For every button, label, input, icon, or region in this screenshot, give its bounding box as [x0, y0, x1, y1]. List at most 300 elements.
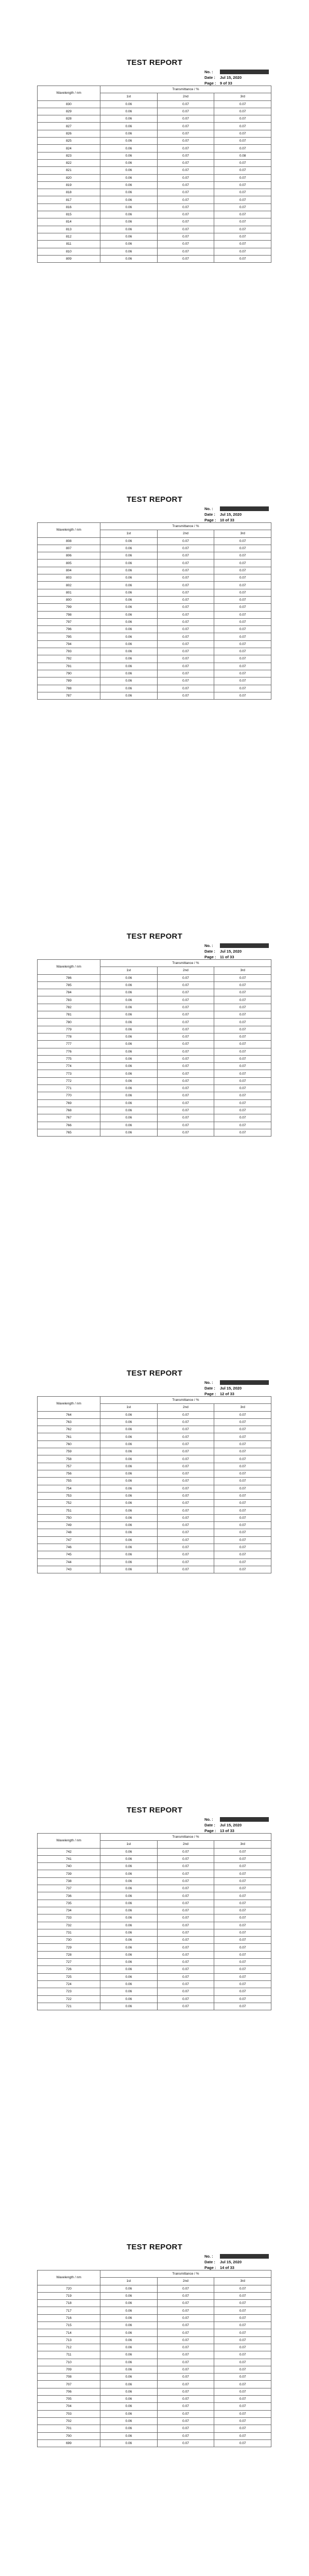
transmittance-cell: 0.07 [157, 1433, 214, 1440]
no-label: No. : [204, 1380, 213, 1385]
transmittance-cell: 0.06 [100, 648, 158, 655]
transmittance-cell: 0.06 [100, 685, 158, 692]
wavelength-cell: 734 [38, 1907, 100, 1914]
transmittance-cell: 0.07 [214, 167, 271, 174]
transmittance-cell: 0.07 [157, 611, 214, 618]
transmittance-cell: 0.07 [214, 2439, 271, 2447]
transmittance-cell: 0.06 [100, 618, 158, 625]
transmittance-cell: 0.07 [157, 1914, 214, 1922]
transmittance-cell: 0.07 [157, 2351, 214, 2359]
wavelength-cell: 699 [38, 2439, 100, 2447]
table-row [38, 174, 271, 181]
transmittance-cell: 0.07 [214, 1514, 271, 1521]
transmittance-cell: 0.07 [157, 1995, 214, 2003]
transmittance-cell: 0.07 [214, 685, 271, 692]
table-row [38, 670, 271, 677]
transmittance-cell: 0.06 [100, 2300, 158, 2307]
date-value: Jul 15, 2020 [220, 949, 242, 954]
transmittance-cell: 0.07 [214, 1114, 271, 1122]
table-row [38, 1973, 271, 1980]
wavelength-cell: 793 [38, 648, 100, 655]
transmittance-cell: 0.06 [100, 174, 158, 181]
measurement-column-header: 3rd [214, 967, 271, 974]
table-row [38, 211, 271, 218]
wavelength-header: Wavelength / nm [38, 1834, 100, 1849]
transmittance-cell: 0.07 [157, 655, 214, 663]
transmittance-cell: 0.07 [157, 1063, 214, 1070]
table-header-row [38, 1397, 271, 1404]
wavelength-cell: 712 [38, 2344, 100, 2351]
table-row [38, 582, 271, 589]
table-row [38, 2410, 271, 2417]
date-value: Jul 15, 2020 [220, 1823, 242, 1827]
table-row [38, 1522, 271, 1529]
transmittance-cell: 0.07 [157, 1448, 214, 1455]
redacted-report-number [220, 1380, 269, 1385]
transmittance-cell: 0.07 [214, 1929, 271, 1936]
table-row [38, 1004, 271, 1011]
wavelength-header: Wavelength / nm [38, 960, 100, 975]
wavelength-cell: 818 [38, 189, 100, 196]
wavelength-cell: 814 [38, 218, 100, 226]
transmittance-cell: 0.06 [100, 1033, 158, 1040]
transmittance-cell: 0.06 [100, 989, 158, 996]
table-row [38, 1529, 271, 1536]
transmittance-cell: 0.07 [214, 1492, 271, 1499]
transmittance-cell: 0.07 [157, 2381, 214, 2388]
transmittance-header: Transmittance / % [100, 1834, 271, 1841]
measurement-column-header: 2nd [157, 967, 214, 974]
table-row [38, 1478, 271, 1485]
transmittance-cell: 0.07 [157, 167, 214, 174]
wavelength-cell: 747 [38, 1536, 100, 1544]
wavelength-cell: 830 [38, 100, 100, 108]
table-row [38, 1959, 271, 1966]
transmittance-cell: 0.06 [100, 2388, 158, 2395]
transmittance-cell: 0.07 [214, 1959, 271, 1966]
transmittance-cell: 0.06 [100, 1440, 158, 1448]
transmittance-cell: 0.06 [100, 1885, 158, 1892]
transmittance-cell: 0.07 [157, 181, 214, 189]
transmittance-cell: 0.07 [214, 241, 271, 248]
transmittance-cell: 0.06 [100, 1536, 158, 1544]
wavelength-cell: 740 [38, 1863, 100, 1870]
table-row [38, 2336, 271, 2344]
wavelength-cell: 746 [38, 1544, 100, 1551]
transmittance-cell: 0.07 [214, 574, 271, 582]
table-row [38, 1848, 271, 1855]
transmittance-cell: 0.07 [157, 248, 214, 255]
transmittance-cell: 0.07 [214, 159, 271, 166]
table-row [38, 100, 271, 108]
table-row [38, 1070, 271, 1077]
wavelength-cell: 730 [38, 1937, 100, 1944]
table-row [38, 552, 271, 560]
table-row [38, 1092, 271, 1099]
transmittance-cell: 0.07 [157, 1892, 214, 1900]
transmittance-cell: 0.07 [214, 1033, 271, 1040]
transmittance-cell: 0.07 [157, 115, 214, 123]
transmittance-cell: 0.06 [100, 196, 158, 204]
measurement-column-header: 1st [100, 1404, 158, 1411]
transmittance-cell: 0.07 [214, 1885, 271, 1892]
table-row [38, 1929, 271, 1936]
transmittance-cell: 0.07 [214, 2292, 271, 2299]
transmittance-cell: 0.07 [214, 174, 271, 181]
transmittance-cell: 0.07 [157, 145, 214, 152]
measurement-column-header: 1st [100, 967, 158, 974]
wavelength-cell: 798 [38, 611, 100, 618]
wavelength-cell: 806 [38, 552, 100, 560]
transmittance-cell: 0.06 [100, 1951, 158, 1958]
transmittance-cell: 0.07 [214, 1863, 271, 1870]
table-row [38, 974, 271, 981]
transmittance-cell: 0.07 [214, 181, 271, 189]
transmittance-cell: 0.06 [100, 1122, 158, 1129]
wavelength-cell: 748 [38, 1529, 100, 1536]
report-page [0, 437, 309, 874]
transmittance-cell: 0.07 [157, 692, 214, 699]
transmittance-cell: 0.07 [214, 2396, 271, 2403]
transmittance-cell: 0.07 [157, 233, 214, 240]
table-row [38, 181, 271, 189]
table-row [38, 1944, 271, 1951]
wavelength-cell: 817 [38, 196, 100, 204]
wavelength-cell: 797 [38, 618, 100, 625]
transmittance-cell: 0.07 [157, 589, 214, 596]
transmittance-cell: 0.07 [214, 1107, 271, 1114]
transmittance-cell: 0.07 [214, 1951, 271, 1958]
table-row [38, 218, 271, 226]
transmittance-cell: 0.06 [100, 1426, 158, 1433]
wavelength-cell: 704 [38, 2403, 100, 2410]
report-page [0, 0, 309, 437]
transmittance-cell: 0.06 [100, 1900, 158, 1907]
transmittance-cell: 0.06 [100, 545, 158, 552]
transmittance-cell: 0.07 [157, 2359, 214, 2366]
table-row [38, 1411, 271, 1418]
wavelength-cell: 761 [38, 1433, 100, 1440]
table-row [38, 567, 271, 574]
table-row [38, 2300, 271, 2307]
transmittance-cell: 0.07 [214, 1418, 271, 1426]
transmittance-cell: 0.06 [100, 211, 158, 218]
wavelength-cell: 770 [38, 1092, 100, 1099]
transmittance-cell: 0.06 [100, 1544, 158, 1551]
table-row [38, 2388, 271, 2395]
wavelength-cell: 810 [38, 248, 100, 255]
table-row [38, 1892, 271, 1900]
table-row [38, 1877, 271, 1885]
transmittance-cell: 0.07 [214, 2381, 271, 2388]
transmittance-cell: 0.07 [214, 560, 271, 567]
transmittance-cell: 0.07 [157, 2432, 214, 2439]
report-page [0, 1311, 309, 1748]
transmittance-cell: 0.07 [214, 1966, 271, 1973]
transmittance-cell: 0.06 [100, 1922, 158, 1929]
wavelength-cell: 717 [38, 2307, 100, 2314]
transmittance-cell: 0.06 [100, 1551, 158, 1558]
table-row [38, 1995, 271, 2003]
wavelength-cell: 796 [38, 626, 100, 633]
wavelength-cell: 762 [38, 1426, 100, 1433]
transmittance-cell: 0.07 [157, 582, 214, 589]
transmittance-cell: 0.06 [100, 1566, 158, 1573]
transmittance-cell: 0.07 [157, 1114, 214, 1122]
table-header-row [38, 2270, 271, 2278]
transmittance-cell: 0.07 [157, 1951, 214, 1958]
transmittance-cell: 0.07 [157, 2366, 214, 2373]
transmittance-cell: 0.06 [100, 1877, 158, 1885]
transmittance-cell: 0.06 [100, 2314, 158, 2321]
redacted-report-number [220, 943, 269, 948]
transmittance-cell: 0.06 [100, 1966, 158, 1973]
date-label: Date : [204, 949, 215, 954]
table-row [38, 1492, 271, 1499]
transmittance-cell: 0.06 [100, 1507, 158, 1514]
table-row [38, 1122, 271, 1129]
measurement-column-header: 2nd [157, 93, 214, 100]
table-row [38, 648, 271, 655]
report-page [0, 874, 309, 1311]
transmittance-cell: 0.07 [157, 1522, 214, 1529]
wavelength-cell: 705 [38, 2396, 100, 2403]
table-row [38, 996, 271, 1004]
table-row [38, 2322, 271, 2329]
transmittance-cell: 0.06 [100, 1558, 158, 1566]
transmittance-cell: 0.07 [214, 1907, 271, 1914]
transmittance-table [37, 522, 271, 700]
transmittance-cell: 0.07 [157, 1988, 214, 1995]
transmittance-header: Transmittance / % [100, 960, 271, 967]
wavelength-cell: 821 [38, 167, 100, 174]
transmittance-cell: 0.07 [214, 1900, 271, 1907]
wavelength-cell: 800 [38, 596, 100, 603]
transmittance-cell: 0.06 [100, 596, 158, 603]
transmittance-cell: 0.07 [214, 1500, 271, 1507]
wavelength-cell: 707 [38, 2381, 100, 2388]
table-row [38, 1470, 271, 1477]
transmittance-cell: 0.07 [157, 989, 214, 996]
transmittance-cell: 0.06 [100, 1129, 158, 1136]
transmittance-cell: 0.07 [214, 1455, 271, 1463]
transmittance-cell: 0.07 [157, 1959, 214, 1966]
transmittance-cell: 0.07 [214, 626, 271, 633]
wavelength-cell: 706 [38, 2388, 100, 2395]
transmittance-cell: 0.06 [100, 560, 158, 567]
report-title: TEST REPORT [126, 58, 183, 67]
table-row [38, 1907, 271, 1914]
wavelength-cell: 731 [38, 1929, 100, 1936]
transmittance-cell: 0.07 [214, 537, 271, 545]
transmittance-cell: 0.06 [100, 1070, 158, 1077]
report-title: TEST REPORT [126, 932, 183, 941]
transmittance-cell: 0.07 [214, 1085, 271, 1092]
transmittance-cell: 0.07 [157, 255, 214, 262]
transmittance-cell: 0.07 [214, 2388, 271, 2395]
transmittance-cell: 0.06 [100, 2417, 158, 2425]
table-row [38, 1551, 271, 1558]
transmittance-cell: 0.07 [157, 1514, 214, 1521]
transmittance-cell: 0.07 [214, 138, 271, 145]
transmittance-cell: 0.06 [100, 233, 158, 240]
wavelength-cell: 750 [38, 1514, 100, 1521]
wavelength-cell: 710 [38, 2359, 100, 2366]
transmittance-cell: 0.06 [100, 1529, 158, 1536]
transmittance-cell: 0.06 [100, 670, 158, 677]
wavelength-cell: 736 [38, 1892, 100, 1900]
table-row [38, 1536, 271, 1544]
page-label: Page : [204, 2265, 216, 2270]
measurement-column-header: 3rd [214, 93, 271, 100]
page-number: 10 of 33 [220, 518, 234, 522]
wavelength-cell: 720 [38, 2285, 100, 2292]
transmittance-cell: 0.07 [157, 1418, 214, 1426]
table-row [38, 1951, 271, 1958]
wavelength-cell: 785 [38, 981, 100, 989]
date-value: Jul 15, 2020 [220, 1386, 242, 1391]
transmittance-cell: 0.06 [100, 1048, 158, 1055]
transmittance-cell: 0.07 [157, 1092, 214, 1099]
table-row [38, 2366, 271, 2373]
transmittance-cell: 0.06 [100, 189, 158, 196]
wavelength-cell: 719 [38, 2292, 100, 2299]
transmittance-cell: 0.07 [157, 2417, 214, 2425]
date-label: Date : [204, 2260, 215, 2264]
table-row [38, 233, 271, 240]
measurement-column-header: 2nd [157, 1841, 214, 1848]
wavelength-cell: 759 [38, 1448, 100, 1455]
transmittance-cell: 0.07 [214, 1937, 271, 1944]
transmittance-cell: 0.07 [157, 2003, 214, 2010]
transmittance-cell: 0.06 [100, 1500, 158, 1507]
table-row [38, 1107, 271, 1114]
transmittance-cell: 0.07 [214, 648, 271, 655]
transmittance-cell: 0.07 [214, 2417, 271, 2425]
transmittance-cell: 0.07 [157, 1980, 214, 1988]
redacted-report-number [220, 506, 269, 511]
transmittance-cell: 0.07 [157, 1507, 214, 1514]
measurement-column-header: 3rd [214, 530, 271, 537]
date-label: Date : [204, 512, 215, 517]
transmittance-cell: 0.07 [157, 1870, 214, 1877]
transmittance-cell: 0.06 [100, 626, 158, 633]
measurement-column-header: 1st [100, 2278, 158, 2285]
transmittance-cell: 0.07 [157, 1907, 214, 1914]
transmittance-header: Transmittance / % [100, 523, 271, 530]
table-row [38, 123, 271, 130]
transmittance-cell: 0.06 [100, 1019, 158, 1026]
page-label: Page : [204, 1828, 216, 1833]
wavelength-cell: 724 [38, 1980, 100, 1988]
transmittance-cell: 0.06 [100, 1478, 158, 1485]
transmittance-table [37, 959, 271, 1137]
wavelength-cell: 804 [38, 567, 100, 574]
wavelength-cell: 743 [38, 1566, 100, 1573]
measurement-column-header: 3rd [214, 2278, 271, 2285]
transmittance-cell: 0.07 [157, 130, 214, 137]
wavelength-cell: 790 [38, 670, 100, 677]
transmittance-cell: 0.06 [100, 2410, 158, 2417]
wavelength-cell: 702 [38, 2417, 100, 2425]
table-row [38, 1129, 271, 1136]
table-row [38, 2307, 271, 2314]
transmittance-cell: 0.06 [100, 1995, 158, 2003]
transmittance-cell: 0.07 [157, 108, 214, 115]
transmittance-cell: 0.07 [214, 1848, 271, 1855]
table-row [38, 1440, 271, 1448]
page-label: Page : [204, 81, 216, 86]
transmittance-cell: 0.07 [214, 145, 271, 152]
transmittance-cell: 0.06 [100, 1463, 158, 1470]
transmittance-cell: 0.06 [100, 1107, 158, 1114]
transmittance-cell: 0.07 [214, 692, 271, 699]
transmittance-cell: 0.07 [214, 1019, 271, 1026]
transmittance-cell: 0.07 [214, 640, 271, 648]
wavelength-cell: 708 [38, 2374, 100, 2381]
table-row [38, 1885, 271, 1892]
transmittance-cell: 0.06 [100, 1063, 158, 1070]
transmittance-cell: 0.06 [100, 582, 158, 589]
transmittance-cell: 0.06 [100, 1011, 158, 1019]
transmittance-cell: 0.07 [214, 1099, 271, 1107]
wavelength-cell: 725 [38, 1973, 100, 1980]
wavelength-cell: 789 [38, 677, 100, 685]
table-row [38, 1566, 271, 1573]
wavelength-cell: 776 [38, 1048, 100, 1055]
transmittance-cell: 0.06 [100, 1980, 158, 1988]
wavelength-cell: 825 [38, 138, 100, 145]
table-row [38, 596, 271, 603]
transmittance-cell: 0.06 [100, 1411, 158, 1418]
wavelength-cell: 714 [38, 2329, 100, 2336]
transmittance-cell: 0.06 [100, 1863, 158, 1870]
wavelength-cell: 809 [38, 255, 100, 262]
table-row [38, 226, 271, 233]
transmittance-cell: 0.07 [157, 226, 214, 233]
transmittance-cell: 0.07 [157, 1122, 214, 1129]
date-value: Jul 15, 2020 [220, 75, 242, 80]
wavelength-cell: 812 [38, 233, 100, 240]
wavelength-cell: 774 [38, 1063, 100, 1070]
transmittance-cell: 0.07 [157, 196, 214, 204]
wavelength-cell: 787 [38, 692, 100, 699]
table-row [38, 604, 271, 611]
transmittance-cell: 0.06 [100, 1848, 158, 1855]
table-row [38, 2285, 271, 2292]
transmittance-cell: 0.07 [214, 996, 271, 1004]
transmittance-cell: 0.07 [157, 1033, 214, 1040]
transmittance-cell: 0.07 [214, 233, 271, 240]
transmittance-cell: 0.07 [214, 1440, 271, 1448]
transmittance-cell: 0.07 [157, 2374, 214, 2381]
transmittance-cell: 0.07 [214, 2003, 271, 2010]
table-row [38, 663, 271, 670]
transmittance-cell: 0.07 [214, 618, 271, 625]
transmittance-cell: 0.07 [214, 552, 271, 560]
transmittance-cell: 0.06 [100, 2285, 158, 2292]
transmittance-cell: 0.07 [157, 1551, 214, 1558]
transmittance-cell: 0.06 [100, 2351, 158, 2359]
measurement-column-header: 2nd [157, 1404, 214, 1411]
wavelength-cell: 723 [38, 1988, 100, 1995]
transmittance-cell: 0.07 [214, 1063, 271, 1070]
transmittance-cell: 0.07 [214, 1092, 271, 1099]
table-row [38, 981, 271, 989]
transmittance-cell: 0.07 [157, 1558, 214, 1566]
table-row [38, 1980, 271, 1988]
transmittance-cell: 0.07 [214, 663, 271, 670]
